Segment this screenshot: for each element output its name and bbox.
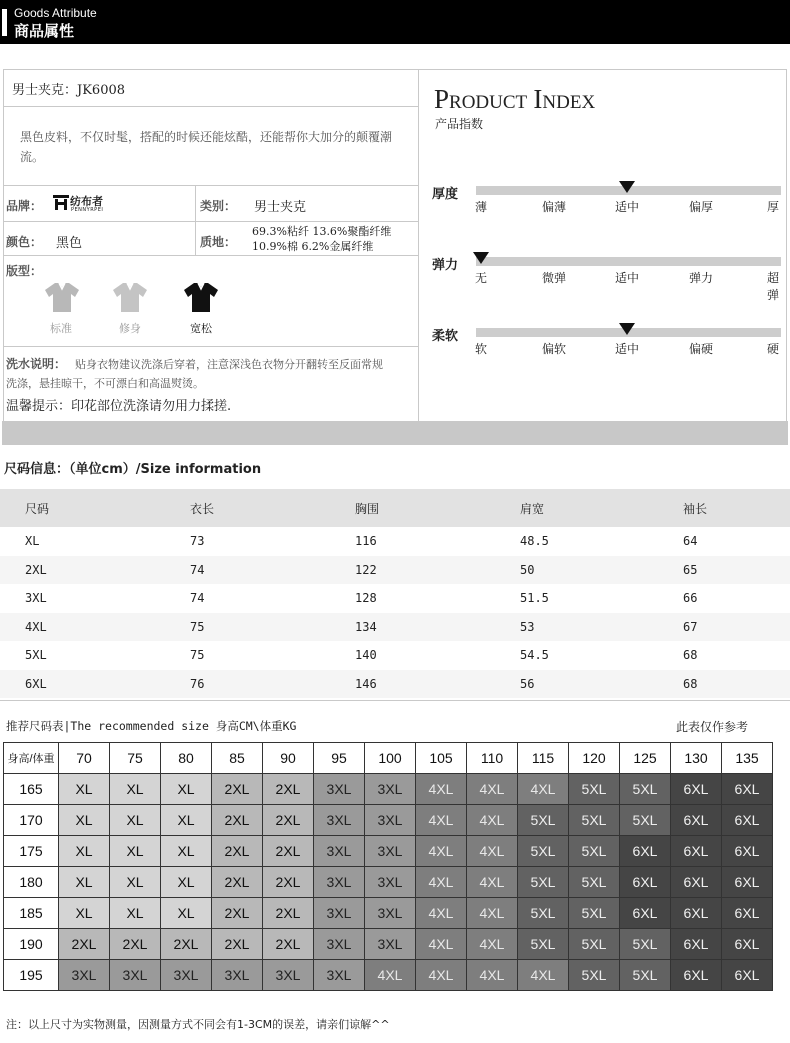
product-index-subtitle: 产品指数	[435, 117, 484, 131]
size-table-cell: 53	[520, 619, 535, 634]
grid-row	[4, 867, 773, 898]
grid-size-cell: 4XL	[467, 929, 518, 960]
grid-size-cell: 4XL	[416, 898, 467, 929]
grid-size-cell: 3XL	[263, 960, 314, 991]
index-marker-icon	[619, 181, 635, 193]
index-level: 软	[475, 342, 488, 356]
grid-size-cell: 3XL	[314, 774, 365, 805]
size-table-cell: 5XL	[25, 648, 47, 662]
grid-size-cell: 2XL	[59, 929, 110, 960]
fit-option-loose: 宽松	[190, 322, 212, 335]
care-tip: 温馨提示：印花部位洗涤请勿用力揉搓.	[6, 399, 232, 414]
index-level: 无	[475, 271, 488, 285]
grid-size-cell: 3XL	[314, 805, 365, 836]
size-table-cell: 73	[190, 534, 205, 548]
grid-size-cell: XL	[59, 867, 110, 898]
grid-size-cell: 5XL	[518, 898, 569, 929]
size-table-cell: 68	[683, 648, 698, 662]
grid-size-cell: 3XL	[212, 960, 263, 991]
product-description: 黑色皮料，不仅时髦，搭配的时候还能炫酷，还能帮你大加分的颠覆潮流。	[20, 130, 393, 164]
shirt-standard-icon	[44, 281, 80, 313]
brand-subtitle: PENNYRPEI	[71, 207, 104, 213]
grid-weight-heading: 120	[569, 743, 620, 774]
size-table-heading: 尺码	[25, 502, 50, 516]
index-marker-icon	[473, 252, 489, 264]
header-title-en: Goods Attribute	[14, 6, 97, 20]
size-table-cell: 56	[520, 676, 535, 691]
grid-size-cell: XL	[59, 836, 110, 867]
grid-height-heading: 185	[4, 898, 59, 929]
grid-size-cell: 3XL	[59, 960, 110, 991]
size-table-heading: 衣长	[190, 502, 215, 516]
grid-size-cell: XL	[161, 836, 212, 867]
grid-height-heading: 190	[4, 929, 59, 960]
grid-size-cell: XL	[110, 805, 161, 836]
box-top-border	[3, 69, 787, 70]
grid-size-cell: XL	[161, 867, 212, 898]
grid-size-cell: 5XL	[569, 898, 620, 929]
grid-size-cell: 2XL	[212, 867, 263, 898]
grid-weight-heading: 95	[314, 743, 365, 774]
size-table-cell: 140	[355, 648, 377, 662]
product-index-title: PRODUCT INDEX	[434, 84, 596, 114]
row-divider	[3, 185, 418, 186]
grid-size-cell: 3XL	[314, 960, 365, 991]
grid-size-cell: XL	[110, 836, 161, 867]
grid-weight-heading: 90	[263, 743, 314, 774]
grid-size-cell: 6XL	[620, 898, 671, 929]
grid-corner: 身高/体重	[4, 743, 59, 774]
grid-size-cell: 5XL	[569, 774, 620, 805]
index-level: 超弹	[767, 271, 780, 302]
size-table-cell: 74	[190, 591, 205, 605]
grid-size-cell: 5XL	[569, 929, 620, 960]
row-divider	[3, 255, 418, 256]
grid-size-cell: 5XL	[620, 774, 671, 805]
fit-option-slim: 修身	[119, 322, 141, 335]
grid-row	[4, 960, 773, 991]
grid-weight-heading: 110	[467, 743, 518, 774]
index-level: 偏硬	[689, 342, 714, 356]
grid-size-cell: 4XL	[416, 774, 467, 805]
grid-row	[4, 929, 773, 960]
grid-weight-heading: 75	[110, 743, 161, 774]
grid-size-cell: 6XL	[620, 836, 671, 867]
index-level: 适中	[615, 342, 640, 356]
size-table-cell: 75	[190, 648, 205, 662]
size-table-cell: 6XL	[25, 676, 47, 691]
grid-size-cell: 5XL	[620, 805, 671, 836]
size-table-cell: 76	[190, 676, 205, 691]
grid-size-cell: 5XL	[518, 805, 569, 836]
grid-size-cell: 2XL	[263, 929, 314, 960]
size-table-heading: 肩宽	[520, 502, 545, 516]
grid-size-cell: 5XL	[569, 836, 620, 867]
size-table-cell: 48.5	[520, 534, 549, 548]
grid-size-cell: 4XL	[416, 867, 467, 898]
grid-size-cell: 6XL	[671, 929, 722, 960]
grid-size-cell: 4XL	[467, 960, 518, 991]
grid-size-cell: XL	[110, 898, 161, 929]
header-title-cn: 商品属性	[14, 22, 75, 40]
grid-size-cell: 3XL	[365, 929, 416, 960]
grid-size-cell: 5XL	[620, 960, 671, 991]
size-row-bg	[0, 613, 790, 641]
grid-height-heading: 170	[4, 805, 59, 836]
grid-size-cell: 4XL	[416, 836, 467, 867]
grid-size-cell: 2XL	[263, 774, 314, 805]
grid-weight-heading: 80	[161, 743, 212, 774]
grid-weight-heading: 135	[722, 743, 773, 774]
grid-size-cell: 3XL	[365, 898, 416, 929]
size-table-header	[0, 489, 790, 527]
grid-size-cell: 2XL	[212, 774, 263, 805]
grid-size-cell: 6XL	[722, 898, 773, 929]
color-value: 黑色	[56, 236, 83, 251]
grid-size-cell: 2XL	[212, 898, 263, 929]
category-value: 男士夹克	[254, 200, 307, 215]
size-table-cell: 122	[355, 562, 377, 577]
grid-height-heading: 195	[4, 960, 59, 991]
grid-size-cell: 3XL	[110, 960, 161, 991]
grid-size-cell: XL	[161, 805, 212, 836]
grid-row	[4, 836, 773, 867]
grid-size-cell: 6XL	[671, 960, 722, 991]
material-line-1: 69.3%粘纤 13.6%聚酯纤维	[252, 225, 392, 238]
grid-size-cell: 6XL	[722, 805, 773, 836]
size-table-cell: 75	[190, 619, 205, 634]
size-table-cell: 134	[355, 619, 377, 634]
index-level: 硬	[767, 342, 780, 356]
grid-size-cell: 4XL	[467, 836, 518, 867]
grid-height-heading: 180	[4, 867, 59, 898]
grid-size-cell: 6XL	[671, 774, 722, 805]
material-line-2: 10.9%棉 6.2%金属纤维	[252, 240, 374, 253]
grid-size-cell: 4XL	[467, 898, 518, 929]
recommend-title: 推荐尺码表|The recommended size 身高CM\体重KG	[6, 719, 297, 733]
box-right-border	[786, 69, 787, 421]
size-table-cell: 74	[190, 562, 205, 577]
grid-size-cell: XL	[161, 898, 212, 929]
index-marker-icon	[619, 323, 635, 335]
fit-option-standard: 标准	[50, 322, 72, 335]
grid-weight-heading: 70	[59, 743, 110, 774]
row-divider	[3, 106, 418, 107]
grid-size-cell: 2XL	[263, 836, 314, 867]
size-table-cell: 4XL	[25, 619, 47, 634]
size-table-cell: 128	[355, 591, 377, 605]
header-accent	[2, 9, 7, 36]
grid-size-cell: 2XL	[212, 929, 263, 960]
grid-size-cell: 6XL	[722, 774, 773, 805]
grid-row	[4, 805, 773, 836]
fit-label: 版型：	[6, 264, 43, 278]
size-row-bg	[0, 670, 790, 698]
grid-size-cell: 3XL	[314, 867, 365, 898]
size-info-title: 尺码信息：（单位cm）/Size information	[4, 462, 262, 477]
size-row-bg	[0, 556, 790, 584]
box-divider	[418, 69, 419, 421]
row-divider	[3, 221, 418, 222]
grid-size-cell: 2XL	[110, 929, 161, 960]
brand-name: 纺布者	[70, 195, 103, 208]
index-level: 偏薄	[542, 200, 567, 214]
grid-size-cell: 5XL	[518, 929, 569, 960]
grid-size-cell: XL	[59, 805, 110, 836]
footnote: 注：以上尺寸为实物测量，因测量方式不同会有1-3CM的误差，请亲们谅解^^	[6, 1018, 390, 1031]
grid-size-cell: XL	[110, 867, 161, 898]
grid-size-cell: 4XL	[467, 867, 518, 898]
size-table-cell: 3XL	[25, 591, 47, 605]
size-table-heading: 袖长	[683, 502, 708, 516]
grid-size-cell: XL	[110, 774, 161, 805]
grid-size-cell: XL	[59, 898, 110, 929]
size-table-cell: 116	[355, 534, 377, 548]
grid-weight-heading: 105	[416, 743, 467, 774]
grid-size-cell: 6XL	[722, 929, 773, 960]
index-level: 偏厚	[689, 200, 714, 214]
grid-size-cell: 4XL	[416, 805, 467, 836]
index-level: 偏软	[542, 342, 567, 356]
grid-size-cell: 5XL	[518, 836, 569, 867]
grid-size-cell: XL	[59, 774, 110, 805]
grid-size-cell: XL	[161, 774, 212, 805]
grid-size-cell: 5XL	[518, 867, 569, 898]
grid-size-cell: 6XL	[722, 867, 773, 898]
grid-size-cell: 6XL	[671, 805, 722, 836]
brand-label: 品牌：	[6, 199, 43, 213]
grid-size-cell: 6XL	[671, 898, 722, 929]
size-table-bottom	[0, 700, 790, 701]
grid-weight-heading: 85	[212, 743, 263, 774]
grid-size-cell: 4XL	[518, 960, 569, 991]
grid-size-cell: 6XL	[671, 867, 722, 898]
index-level: 微弹	[542, 271, 567, 285]
grid-size-cell: 5XL	[569, 805, 620, 836]
col-divider	[195, 185, 196, 255]
grid-size-cell: 3XL	[365, 836, 416, 867]
size-table-cell: 65	[683, 562, 698, 577]
box-left-border	[3, 69, 4, 421]
grid-size-cell: 3XL	[314, 929, 365, 960]
grid-size-cell: 6XL	[671, 836, 722, 867]
grid-size-cell: 4XL	[416, 929, 467, 960]
grid-size-cell: 2XL	[263, 867, 314, 898]
grid-row	[4, 898, 773, 929]
grid-size-cell: 3XL	[314, 836, 365, 867]
index-label: 厚度	[432, 187, 459, 202]
size-table-cell: XL	[25, 534, 40, 548]
size-table-heading: 胸围	[355, 502, 380, 516]
category-label: 类别：	[200, 199, 237, 213]
grid-size-cell: 5XL	[620, 929, 671, 960]
grid-size-cell: 5XL	[569, 960, 620, 991]
index-level: 厚	[767, 200, 780, 214]
wash-label: 洗水说明：	[6, 357, 67, 371]
shirt-slim-icon	[112, 281, 148, 313]
index-level: 适中	[615, 200, 640, 214]
color-label: 颜色：	[6, 235, 43, 249]
grid-header-row	[4, 743, 773, 774]
size-table-cell: 67	[683, 619, 698, 634]
grid-size-cell: 2XL	[212, 836, 263, 867]
grid-size-cell: 4XL	[416, 960, 467, 991]
grid-size-cell: 2XL	[263, 805, 314, 836]
index-level: 弹力	[689, 271, 714, 285]
size-table-cell: 64	[683, 534, 698, 548]
grid-size-cell: 2XL	[161, 929, 212, 960]
grid-size-cell: 3XL	[365, 867, 416, 898]
grid-size-cell: 3XL	[365, 805, 416, 836]
grid-height-heading: 175	[4, 836, 59, 867]
grid-height-heading: 165	[4, 774, 59, 805]
size-table-cell: 146	[355, 676, 377, 691]
index-level: 薄	[475, 200, 488, 214]
index-level: 适中	[615, 271, 640, 285]
grid-weight-heading: 130	[671, 743, 722, 774]
wash-text-line-2: 洗涤，悬挂晾干，不可漂白和高温熨烫。	[6, 377, 204, 390]
shirt-loose-icon	[183, 281, 219, 313]
size-table-cell: 2XL	[25, 562, 47, 577]
recommend-note: 此表仅作参考	[676, 720, 749, 734]
index-label: 柔软	[432, 329, 459, 344]
grid-size-cell: 2XL	[263, 898, 314, 929]
grid-size-cell: 6XL	[722, 960, 773, 991]
grid-size-cell: 6XL	[620, 867, 671, 898]
material-label: 质地：	[200, 235, 237, 249]
section-band	[2, 421, 788, 445]
grid-weight-heading: 115	[518, 743, 569, 774]
grid-size-cell: 4XL	[365, 960, 416, 991]
size-table-cell: 50	[520, 562, 535, 577]
grid-size-cell: 3XL	[365, 774, 416, 805]
brand-logo-icon	[52, 193, 70, 211]
grid-size-cell: 4XL	[467, 774, 518, 805]
grid-size-cell: 6XL	[722, 836, 773, 867]
recommend-size-grid	[3, 742, 773, 991]
grid-size-cell: 4XL	[518, 774, 569, 805]
grid-weight-heading: 100	[365, 743, 416, 774]
grid-size-cell: 3XL	[314, 898, 365, 929]
product-name: 男士夹克：JK6008	[12, 83, 126, 98]
grid-weight-heading: 125	[620, 743, 671, 774]
grid-size-cell: 2XL	[212, 805, 263, 836]
grid-row	[4, 774, 773, 805]
grid-size-cell: 5XL	[569, 867, 620, 898]
index-bar	[476, 257, 781, 266]
section-header	[0, 0, 790, 44]
row-divider	[3, 346, 418, 347]
index-label: 弹力	[432, 258, 459, 273]
grid-size-cell: 4XL	[467, 805, 518, 836]
size-table-cell: 54.5	[520, 648, 549, 662]
size-table-cell: 66	[683, 591, 698, 605]
wash-text-line-1: 贴身衣物建议洗涤后穿着，注意深浅色衣物分开翻转至反面常规	[75, 358, 383, 371]
size-table-cell: 68	[683, 676, 698, 691]
size-table-cell: 51.5	[520, 591, 549, 605]
grid-size-cell: 3XL	[161, 960, 212, 991]
